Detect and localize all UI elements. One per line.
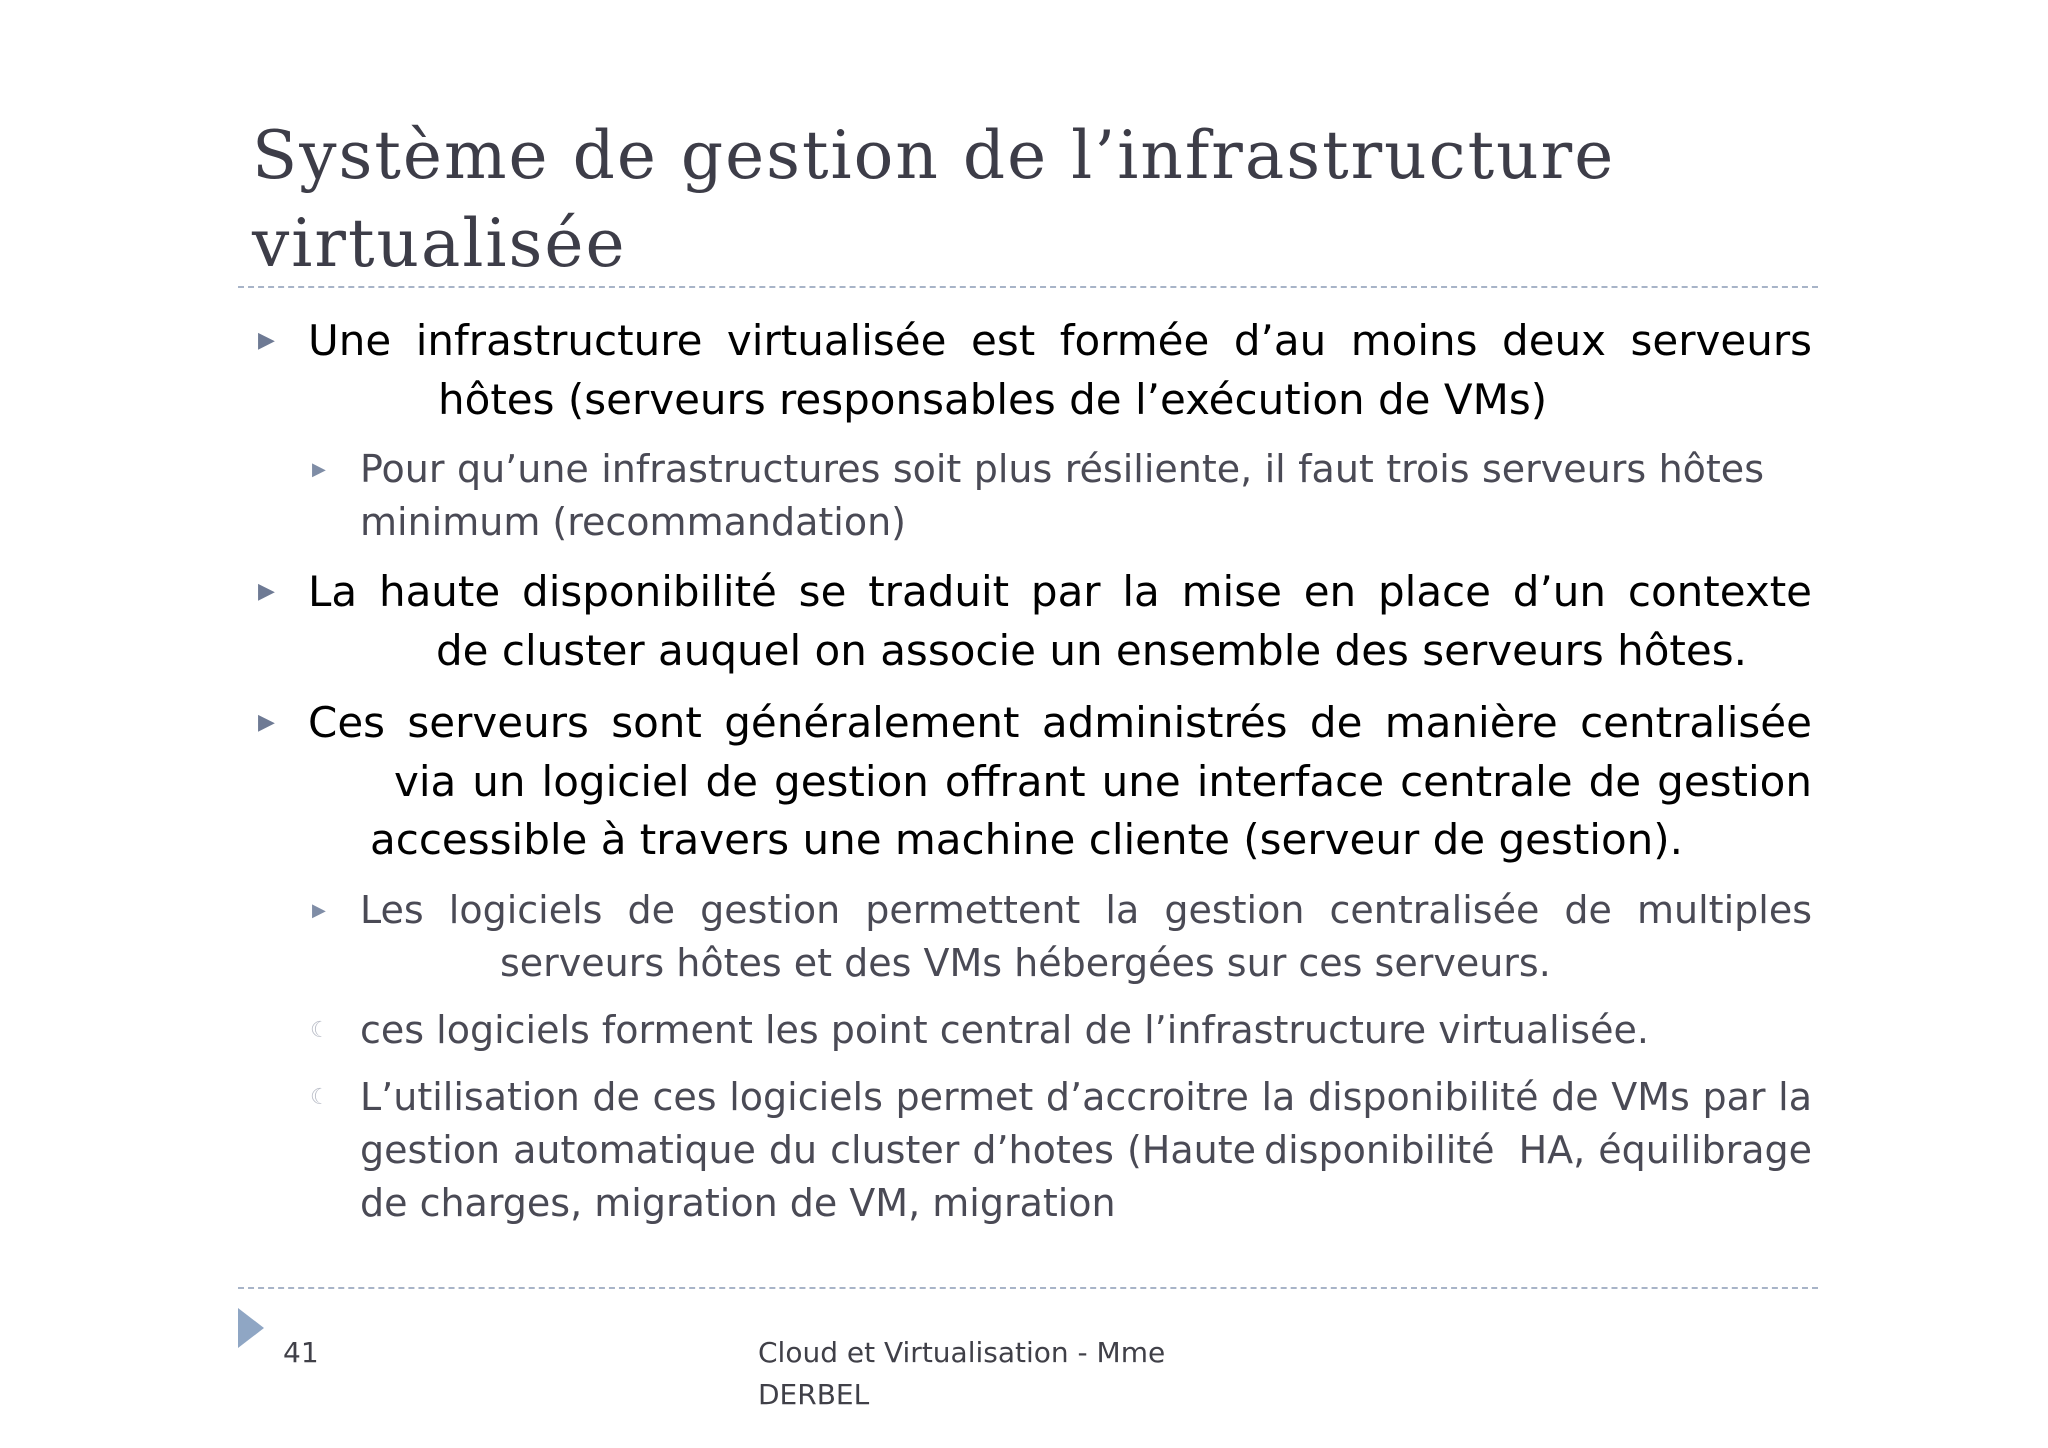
title-line-1: Système de gestion de l’infrastructure [252, 117, 1616, 194]
bullet-text: Ces serveurs sont généralement administrés de manière centralisée [308, 698, 1812, 747]
slide-title [252, 112, 1812, 288]
crescent-moon-icon: ☾ [310, 1017, 330, 1043]
sub-bullet-text: ces logiciels forment les point central de l’infrastructure virtualisée. [360, 1007, 1649, 1052]
bullet-text: via un logiciel de gestion offrant une interface centrale de gestion [394, 756, 1812, 806]
sub-bullet-item [252, 884, 1812, 990]
slide-content [252, 312, 1812, 1244]
triangle-right-icon: ▶ [312, 899, 326, 921]
sub-bullet-item [252, 443, 1812, 549]
title-line-2: virtualisée [252, 205, 627, 282]
sub-bullet-text: minimum (recommandation) [360, 500, 906, 544]
footer-divider [238, 1287, 1818, 1289]
bullet-text: hôtes (serveurs responsables de l’exécution de VMs) [438, 374, 1548, 424]
title-divider [238, 286, 1818, 288]
bullet-item [252, 694, 1812, 870]
sub-bullet-text: disponibilité [1264, 1127, 1495, 1172]
sub-bullet-text: Les logiciels de gestion permettent la gestion centralisée de multiples [360, 887, 1812, 932]
sub-bullet-text: L’utilisation de ces logiciels permet d’accroitre la disponibilité de VMs par la gestion automatique du cluster d’hotes (Haute [360, 1074, 1812, 1172]
bullet-text: La haute disponibilité se traduit par la mise en place d’un contexte [308, 567, 1812, 616]
crescent-moon-icon: ☾ [310, 1084, 330, 1110]
triangle-right-icon: ▶ [258, 710, 275, 735]
sub-bullet-item [252, 1004, 1812, 1057]
footer-course-title: Cloud et Virtualisation - Mme DERBEL [758, 1336, 1166, 1411]
footer-arrow-icon [238, 1308, 264, 1348]
sub-bullet-text: Pour qu’une infrastructures soit plus résiliente, il faut trois serveurs hôtes [360, 447, 1764, 491]
bullet-text: de cluster auquel on associe un ensemble des serveurs hôtes. [436, 625, 1747, 675]
sub-bullet-item [252, 1071, 1812, 1230]
bullet-item [252, 563, 1812, 680]
bullet-text: accessible à travers une machine cliente (serveur de gestion). [370, 815, 1684, 864]
sub-bullet-text: serveurs hôtes et des VMs hébergées sur ces serveurs. [500, 940, 1551, 985]
bullet-text: Une infrastructure virtualisée est formée d’au moins deux serveurs [308, 316, 1812, 365]
sub-bullet-text: HA, équilibrage de charges, migration de VM, migration [360, 1127, 1812, 1225]
triangle-right-icon: ▶ [258, 579, 275, 604]
bullet-item [252, 312, 1812, 429]
triangle-right-icon: ▶ [258, 328, 275, 353]
page-number: 41 [283, 1336, 319, 1369]
triangle-right-icon: ▶ [312, 459, 326, 480]
